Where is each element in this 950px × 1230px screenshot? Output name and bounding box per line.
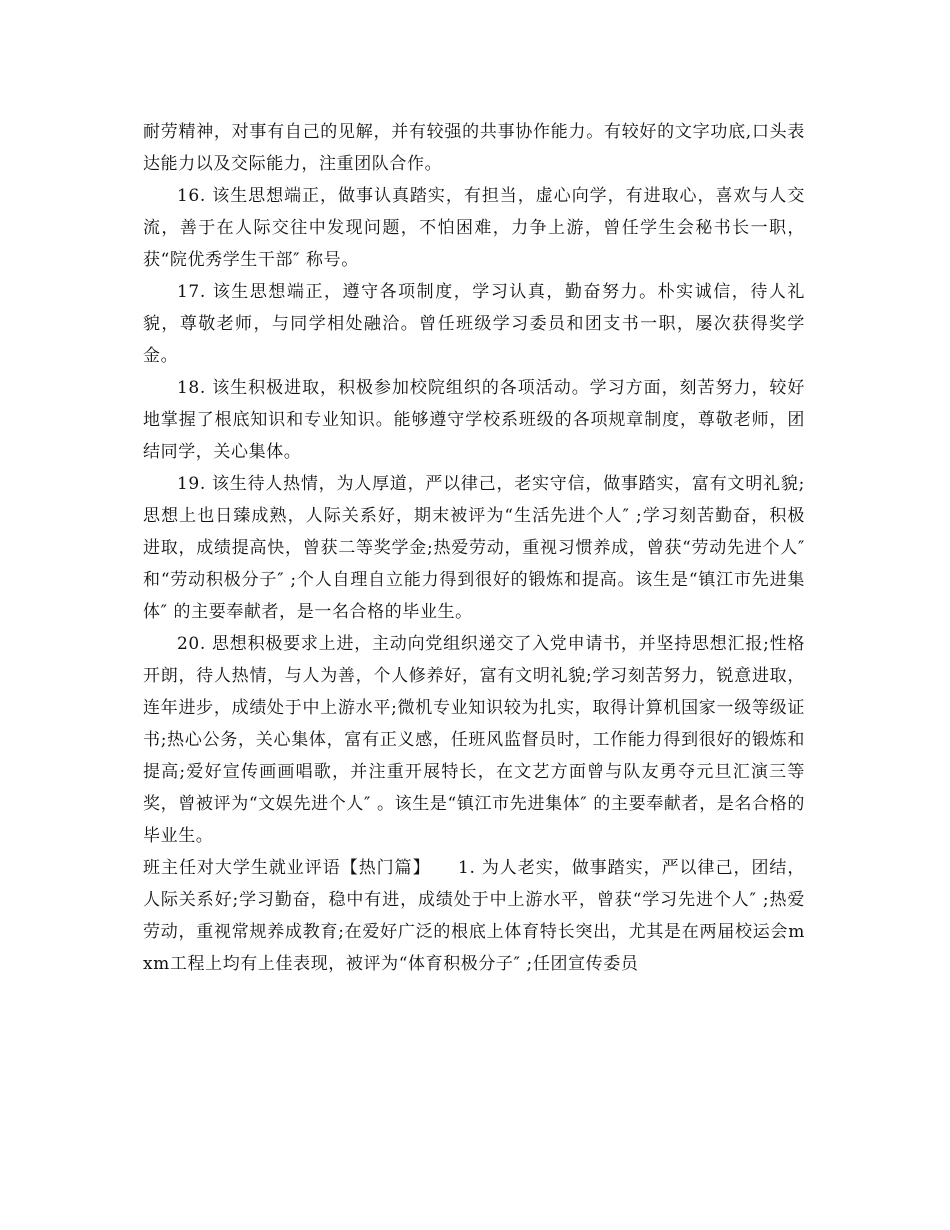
paragraph-section-hot: 班主任对大学生就业评语【热门篇】 1. 为人老实，做事踏实，严以律己，团结，人际关系好;学习勤奋，稳中有进，成绩处于中上游水平，曾获“学习先进个人″ ;热爱劳动，重视常规养成教育;在爱好广泛的根底上体育特长突出，尤其是在两届校运会mxm工程上均有上佳表现，被评为“体育积极分子″ ;任团宣传委员: [143, 858, 805, 974]
paragraph-item-18: 18. 该生积极进取，积极参加校院组织的各项活动。学习方面，刻苦努力，较好地掌握了根底知识和专业知识。能够遵守学校系班级的各项规章制度，尊敬老师，团结同学，关心集体。: [143, 378, 805, 462]
paragraph-item-17: 17. 该生思想端正，遵守各项制度，学习认真，勤奋努力。朴实诚信，待人礼貌，尊敬老师，与同学相处融洽。曾任班级学习委员和团支书一职，屡次获得奖学金。: [143, 282, 805, 366]
paragraph-continuation: 耐劳精神，对事有自己的见解，并有较强的共事协作能力。有较好的文字功底,口头表达能力以及交际能力，注重团队合作。: [143, 122, 805, 174]
paragraph-item-20: 20. 思想积极要求上进，主动向党组织递交了入党申请书，并坚持思想汇报;性格开朗，待人热情，与人为善，个人修养好，富有文明礼貌;学习刻苦努力，锐意进取，连年进步，成绩处于中上游水平;微机专业知识较为扎实，取得计算机国家一级等级证书;热心公务，关心集体，富有正义感，任班风监督员时，工作能力得到很好的锻炼和提高;爱好宣传画画唱歌，并注重开展特长，在文艺方面曾与队友勇夺元旦汇演三等奖，曾被评为“文娱先进个人″ 。该生是“镇江市先进集体″ 的主要奉献者，是名合格的毕业生。: [143, 634, 805, 846]
document-body: [143, 116, 805, 980]
paragraph-item-19: 19. 该生待人热情，为人厚道，严以律己，老实守信，做事踏实，富有文明礼貌;思想上也日臻成熟，人际关系好，期末被评为“生活先进个人″ ;学习刻苦勤奋，积极进取，成绩提高快，曾获二等奖学金;热爱劳动，重视习惯养成，曾获“劳动先进个人″ 和“劳动积极分子″ ;个人自理自立能力得到很好的锻炼和提高。该生是“镇江市先进集体″ 的主要奉献者，是一名合格的毕业生。: [143, 474, 805, 622]
paragraph-item-16: 16. 该生思想端正，做事认真踏实，有担当，虚心向学，有进取心，喜欢与人交流，善于在人际交往中发现问题，不怕困难，力争上游，曾任学生会秘书长一职，获“院优秀学生干部″ 称号。: [143, 186, 805, 270]
